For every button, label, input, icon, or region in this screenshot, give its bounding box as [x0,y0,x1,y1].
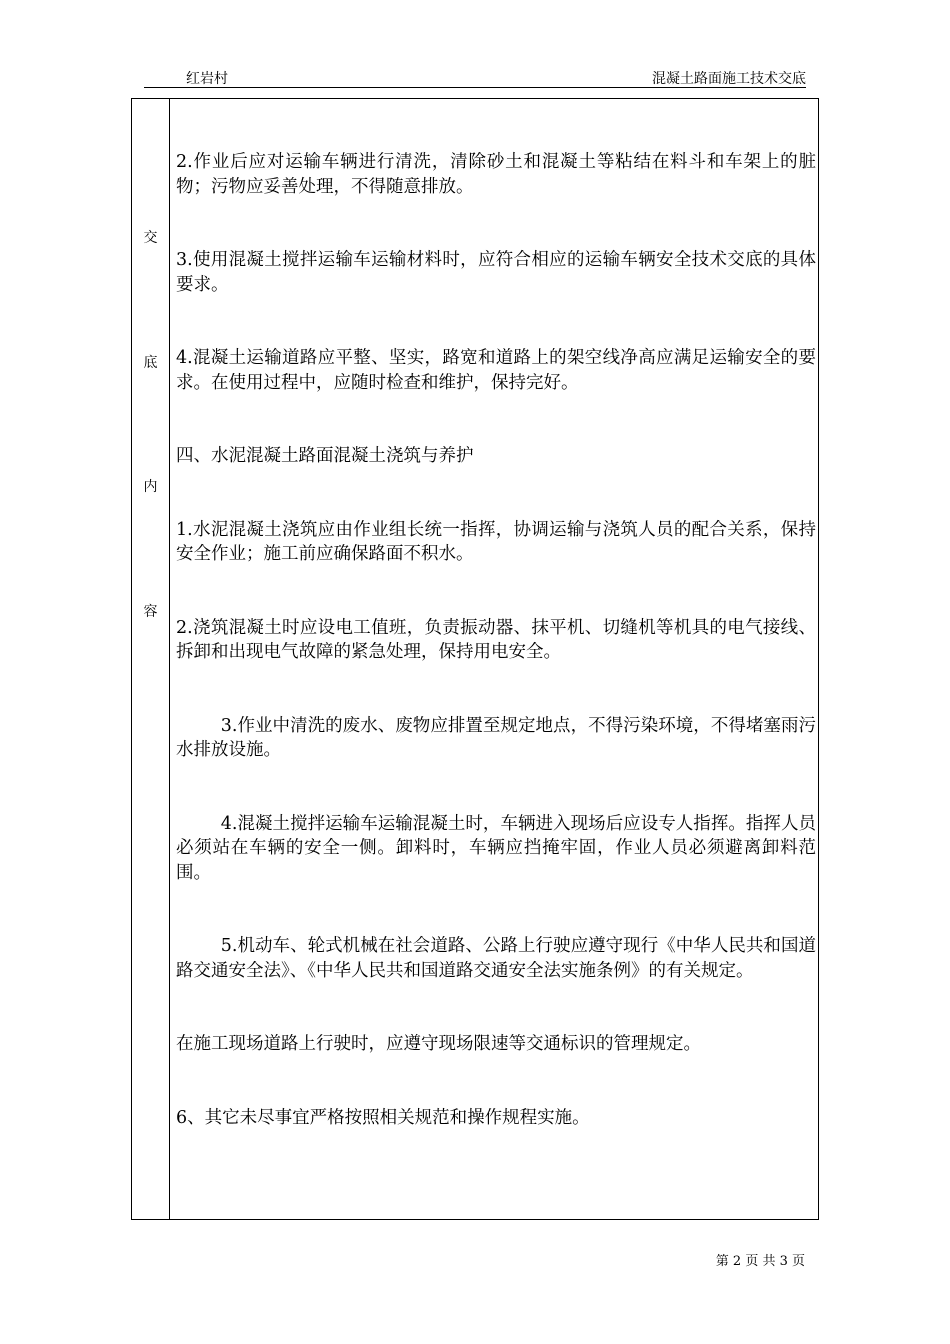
label-char: 底 [143,355,158,371]
section-heading: 四、水泥混凝土路面混凝土浇筑与养护 [176,446,474,466]
paragraph: 5.机动车、轮式机械在社会道路、公路上行驶应遵守现行《中华人民共和国道路交通安全法》、《中华人民共和国道路交通安全法实施条例》的有关规定。 [176,936,816,981]
paragraph: 2.作业后应对运输车辆进行清洗，清除砂土和混凝土等粘结在料斗和车架上的脏物；污物应妥善处理，不得随意排放。 [176,152,816,197]
content-body [176,101,816,1179]
paragraph: 4.混凝土搅拌运输车运输混凝土时，车辆进入现场后应设专人指挥。指挥人员必须站在车辆的安全一侧。卸料时，车辆应挡掩牢固，作业人员必须避离卸料范围。 [176,813,816,883]
paragraph: 3.使用混凝土搅拌运输车运输材料时，应符合相应的运输车辆安全技术交底的具体要求。 [176,250,816,295]
paragraph: 3.作业中清洗的废水、废物应排置至规定地点，不得污染环境，不得堵塞雨污水排放设施。 [176,715,816,760]
paragraph: 6、其它未尽事宜严格按照相关规范和操作规程实施。 [176,1107,590,1128]
paragraph: 在施工现场道路上行驶时，应遵守现场限速等交通标识的管理规定。 [176,1034,701,1054]
label-char: 内 [143,479,158,495]
label-char: 交 [143,230,158,246]
header-rule [144,87,806,88]
label-char: 容 [143,604,158,620]
label-column [132,99,169,1219]
header-title: 混凝土路面施工技术交底 [652,71,806,87]
header-left: 红岩村 [186,71,228,87]
column-divider [169,99,170,1219]
paragraph: 4.混凝土运输道路应平整、坚实，路宽和道路上的架空线净高应满足运输安全的要求。在使用过程中，应随时检查和维护，保持完好。 [176,348,816,393]
paragraph: 1.水泥混凝土浇筑应由作业组长统一指挥，协调运输与浇筑人员的配合关系，保持安全作业；施工前应确保路面不积水。 [176,519,816,564]
content-table [131,98,819,1220]
page-number: 第 2 页 共 3 页 [715,1254,805,1269]
paragraph: 2.浇筑混凝土时应设电工值班，负责振动器、抹平机、切缝机等机具的电气接线、拆卸和出现电气故障的紧急处理，保持用电安全。 [176,617,816,662]
